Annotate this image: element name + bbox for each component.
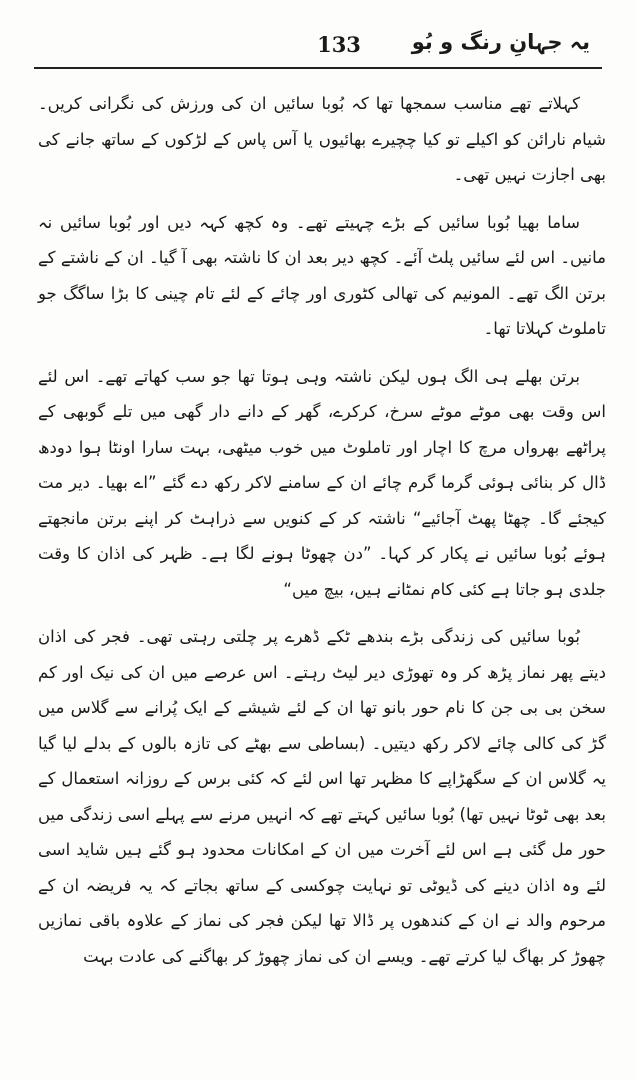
page-number: 133 bbox=[317, 32, 361, 57]
page-header bbox=[34, 30, 602, 70]
body-text bbox=[38, 86, 606, 1040]
paragraph: کہلاتے تھے مناسب سمجھا تھا کہ بُوبا سائیں ان کی ورزش کی نگرانی کریں۔ شیام نارائن کو اکیلے تو کیا چچیرے بھائیوں یا آس پاس کے لڑکوں کے ساتھ جانے کی بھی اجازت نہیں تھی۔ bbox=[38, 94, 606, 184]
header-divider bbox=[34, 67, 602, 69]
paragraph: ساما بھیا بُوبا سائیں کے بڑے چہیتے تھے۔ وہ کچھ کہہ دیں اور بُوبا سائیں نہ مانیں۔ اس لئے سائیں پلٹ آئے۔ کچھ دیر بعد ان کا ناشتہ بھی آ گیا۔ ان کے ناشتے کے برتن الگ تھے۔ المونیم کی تھالی کٹوری اور چائے کے لئے تام چینی کا بڑا ساگگ جو تاملوٹ کہلاتا تھا۔ bbox=[38, 212, 606, 338]
paragraph: برتن بھلے ہی الگ ہوں لیکن ناشتہ وہی ہوتا تھا جو سب کھاتے تھے۔ اس لئے اس وقت بھی موٹے موٹے سرخ، کرکرے، گھر کے دانے دار گھی میں تلے گوبھی کے پراٹھے بھرواں مرچ کا اچار اور تاملوٹ میں خوب میٹھی، بہت سارا اونٹا ہوا دودھ ڈال کر بنائی ہوئی گرما گرم چائے ان کے سامنے لاکر رکھ دے گئے ”اے بھیا۔ دیر مت کیجئے گا۔ چھٹا پھٹ آجائیے“ ناشتہ کر کے کنویں سے ذراہٹ کر اپنے برتن مانجھتے ہوئے بُوبا سائیں نے پکار کر کہا۔ ”دن چھوٹا ہونے لگا ہے۔ ظہر کی اذان کا وقت جلدی ہو جاتا ہے کئی کام نمٹانے ہیں، بیچ میں“ bbox=[38, 366, 606, 599]
paragraph: بُوبا سائیں کی زندگی بڑے بندھے ٹکے ڈھرے پر چلتی رہتی تھی۔ فجر کی اذان دیتے پھر نماز پڑھ کر وہ تھوڑی دیر لیٹ رہتے۔ اس عرصے میں ان کی نیک اور کم سخن بی بی جن کا نام حور بانو تھا ان کے لئے شیشے کے ایک پُرانے سے گلاس میں گڑ کی کالی چائے لاکر رکھ دیتیں۔ (بساطی سے بھٹے کی تازہ بالوں کے بدلے لیا گیا یہ گلاس ان کے سگھڑاپے کا مظہر تھا اس لئے کہ کئی برس کے روزانہ استعمال کے بعد بھی ٹوٹا نہیں تھا) بُوبا سائیں کہتے تھے کہ انہیں مرنے سے پہلے اسی زندگی میں حور مل گئی ہے اس لئے آخرت میں ان کے امکانات محدود ہو گئے ہیں شاید اسی لئے وہ اذان دینے کی ڈیوٹی تو نہایت چوکسی کے ساتھ بجاتے کہ یہ فریضہ ان کے مرحوم والد نے ان کے کندھوں پر ڈالا تھا لیکن فجر کی نماز کے علاوہ باقی نمازیں چھوڑ کر بھاگ لیا کرتے تھے۔ ویسے ان کی نماز چھوڑ کر بھاگنے کی عادت بہت bbox=[38, 627, 606, 966]
book-title: یہ جہانِ رنگ و بُو bbox=[411, 30, 590, 54]
